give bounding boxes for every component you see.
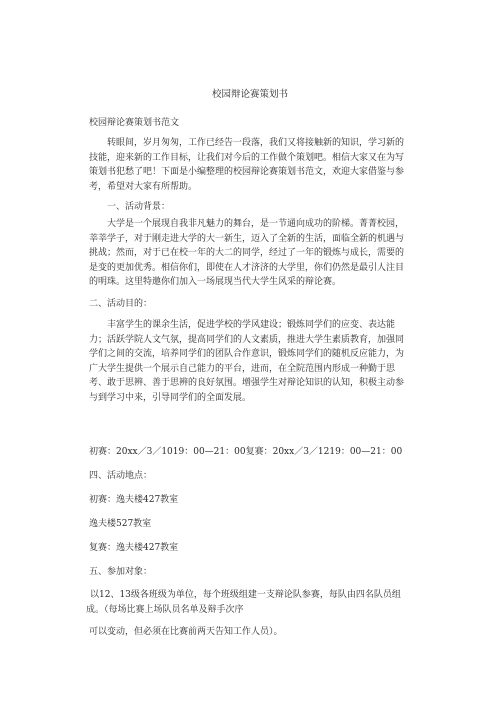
schedule-line: 初赛：20xx／3／1019：00—21：00复赛：20xx／3／1219：00—21：00 (89, 447, 403, 457)
document-title: 校园辩论赛策划书 (211, 89, 288, 100)
location-preliminary: 初赛：逸夫楼427教室 (89, 495, 179, 505)
participants-note: 可以变动，但必须在比赛前两天告知工作人员）。 (89, 627, 283, 637)
location-extra: 逸夫楼527教室 (89, 519, 152, 529)
section-heading-participants: 五、参加对象： (89, 567, 153, 577)
purpose-paragraph: 丰富学生的课余生活，促进学校的学风建设；锻炼同学们的应变、表达能力；活跃学院人文气氛，提高同学们的人文素质，推进大学生素质教育，加强同学们之间的交流，培养同学们的团队合作意识，锻炼同学们的随机反应能力，为广大学生提供一个展示自己能力的平台，进而，在全院范围内形成一种勤于思考、敢于思辨、善于思辨的良好氛围。增强学生对辩论知识的认知，积极主动参与到学习中来，引导同学们的全面发展。 (89, 320, 405, 403)
section-heading-location: 四、活动地点： (89, 471, 153, 481)
section-heading-background: 一、活动背景： (107, 202, 171, 212)
participants-paragraph: 以12、13级各班级为单位，每个班级组建一支辩论队参赛，每队由四名队员组成。（每场比赛上场队员名单及辩手次序 (86, 590, 401, 615)
background-paragraph: 大学是一个展现自我非凡魅力的舞台，是一节通向成功的阶梯。菁菁校园，莘莘学子，对于刚走进大学的大一新生，迈入了全新的生活，面临全新的机遇与挑战；然而，对于已在校一年的大二的同学，经过了一年的锻炼与成长，需要的是变的更加优秀。相信你们，即使在人才济济的大学里，你们仍然是最引人注目的明珠。这里特邀你们加入一场展现当代大学生风采的辩论赛。 (89, 219, 405, 287)
section-heading-purpose: 二、活动目的： (89, 299, 153, 309)
intro-paragraph: 转眼间，岁月匆匆，工作已经告一段落，我们又将接触新的知识，学习新的技能，迎来新的工作目标，让我们对今后的工作做个策划吧。相信大家又在为写策划书犯愁了吧！下面是小编整理的校园辩论赛策划书范文，欢迎大家借鉴与参考，希望对大家有所帮助。 (89, 138, 405, 192)
location-rematch: 复赛：逸夫楼427教室 (89, 543, 179, 553)
document-subtitle: 校园辩论赛策划书范文 (89, 118, 180, 128)
